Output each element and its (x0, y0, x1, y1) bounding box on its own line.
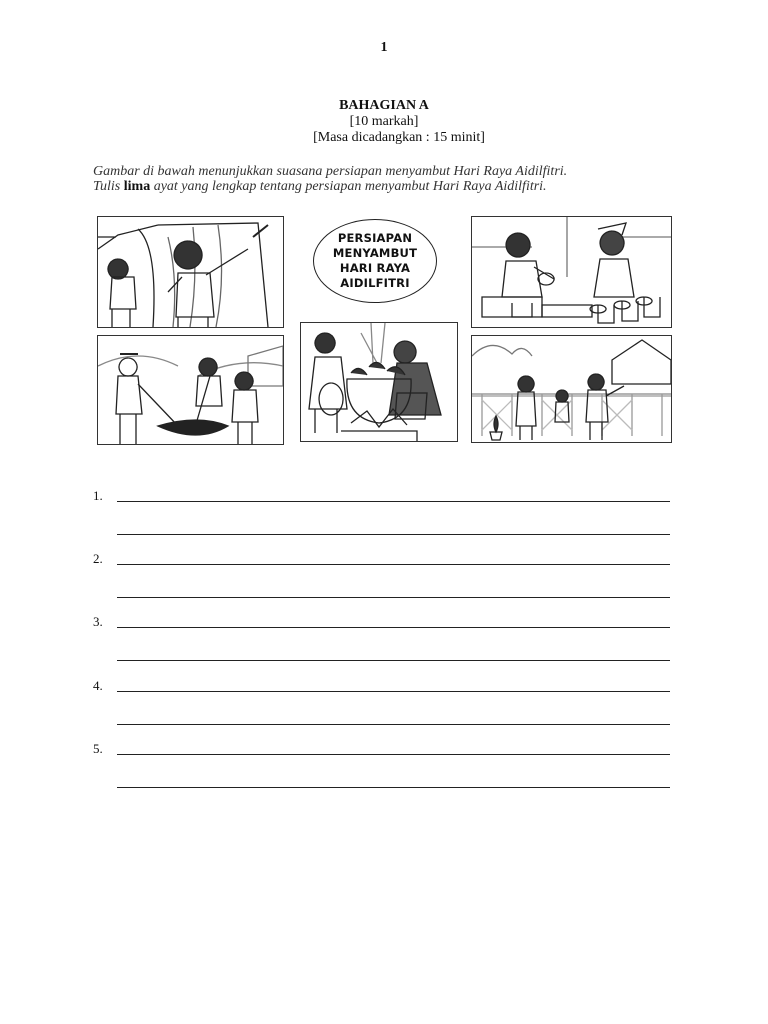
instruction-emphasis: lima (123, 179, 151, 194)
instruction-line-2: Tulis lima ayat yang lengkap tentang persiapan menyambut Hari Raya Aidilfitri. (93, 179, 547, 194)
answer-number: 5. (93, 741, 103, 756)
illustration-title: PERSIAPAN MENYAMBUT HARI RAYA AIDILFITRI (313, 219, 437, 303)
answer-line[interactable] (117, 551, 670, 565)
answer-line[interactable] (117, 488, 670, 502)
answer-line[interactable] (117, 647, 670, 661)
section-title: BAHAGIAN A (339, 98, 429, 113)
scene-baking-cookies (471, 216, 672, 328)
suggested-time: [Masa dicadangkan : 15 minit] (313, 130, 485, 145)
answer-line[interactable] (117, 614, 670, 628)
page-number: 1 (380, 40, 388, 55)
scene-lighting-pelita (471, 335, 672, 443)
scene-hanging-curtains (97, 216, 284, 328)
answer-line[interactable] (117, 711, 670, 725)
marks-label: [10 markah] (349, 114, 419, 129)
answer-line[interactable] (117, 584, 670, 598)
instructions (93, 164, 693, 194)
answer-number: 3. (93, 614, 103, 629)
answer-line[interactable] (117, 521, 670, 535)
instruction-line-1: Gambar di bawah menunjukkan suasana persiapan menyambut Hari Raya Aidilfitri. (93, 164, 568, 179)
answer-number: 1. (93, 488, 103, 503)
scene-stirring-dodol (97, 335, 284, 445)
answer-line[interactable] (117, 678, 670, 692)
answer-number: 4. (93, 678, 103, 693)
answer-line[interactable] (117, 774, 670, 788)
answer-line[interactable] (117, 741, 670, 755)
section-header (0, 98, 768, 146)
scene-cooking-ketupat (300, 322, 458, 442)
answer-number: 2. (93, 551, 103, 566)
